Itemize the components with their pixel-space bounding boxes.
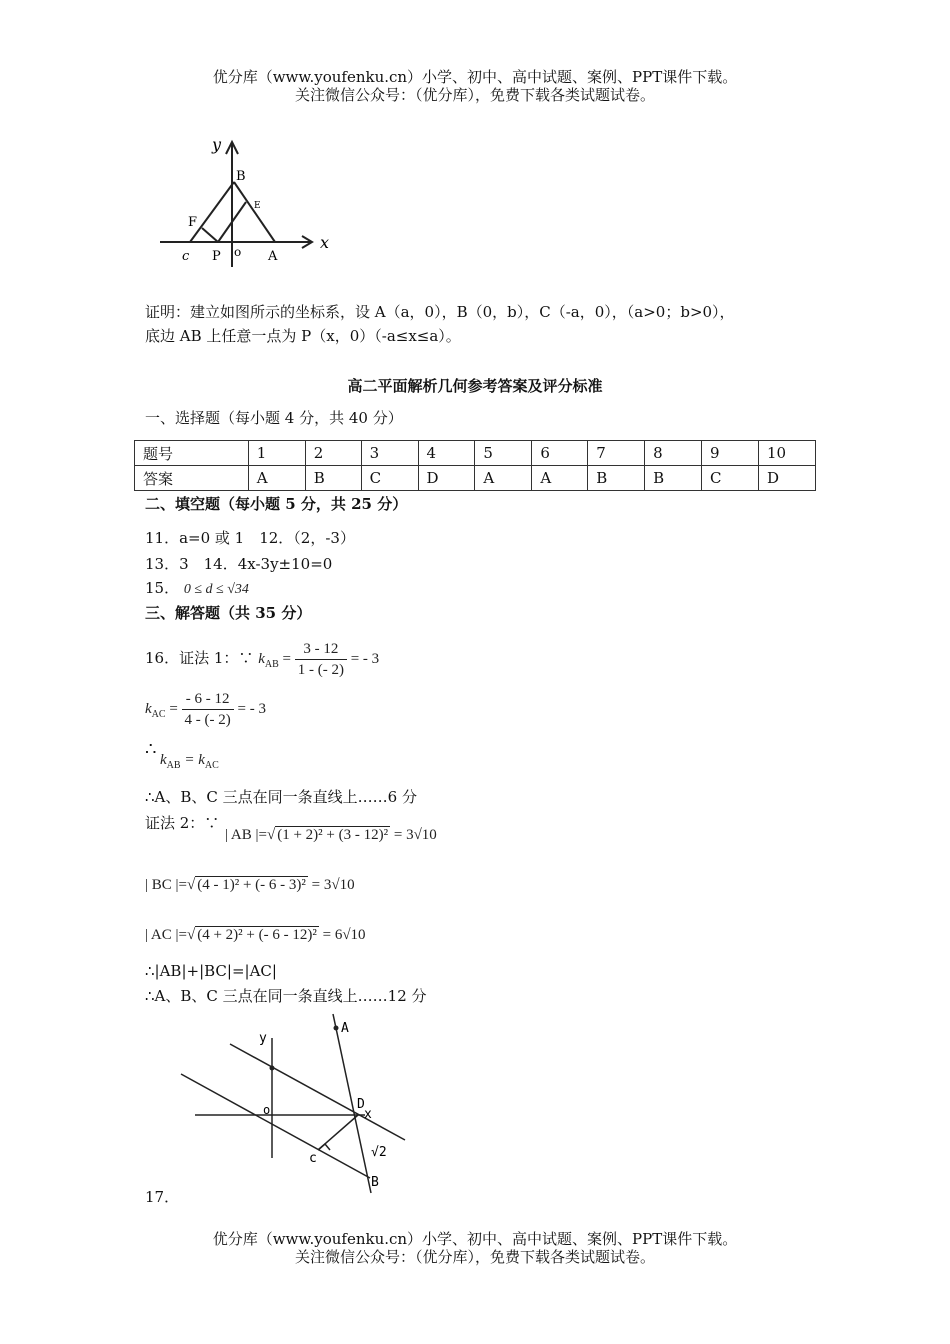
fig1-label-f: F [188,215,198,230]
table-cell-answer: C [702,466,759,491]
table-cell-answer: A [475,466,532,491]
table-cell-number: 5 [475,441,532,466]
table-header-label: 题号 [135,441,249,466]
answer-table [134,440,816,491]
table-row-numbers [135,441,816,466]
proof-line-2: 底边 AB 上任意一点为 P（x，0）（-a≤x≤a）。 [145,327,461,345]
fill-line-2: 13．3 14．4x-3y±10=0 [145,555,333,573]
point-on-y-axis [270,1066,275,1071]
parallel-line-lower [181,1074,370,1178]
perp-pf [202,228,218,242]
table-cell-number: 4 [418,441,475,466]
k-ac-expression: $k_{AC}$ = $\frac{- 6 - 12}{4 - (- 2)}$ = - 3 [145,691,266,729]
header-line-2: 关注微信公众号：（优分库），免费下载各类试题试卷。 [294,86,655,104]
table-cell-answer: B [305,466,361,491]
table-cell-number: 6 [532,441,588,466]
q16-method1-line [145,636,379,687]
point-a [334,1026,339,1031]
table-cell-number: 8 [645,441,702,466]
fig1-label-y: y [212,135,222,154]
table-cell-number: 3 [361,441,418,466]
part1-title: 一、选择题（每小题 4 分，共 40 分） [145,409,403,427]
fill-line-3 [145,578,249,600]
method2-label: 证法 2：∵ [145,814,220,832]
q15-label: 15． [145,579,180,597]
section-title: 高二平面解析几何参考答案及评分标准 [347,377,603,395]
conclusion-2: ∴A、B、C 三点在同一条直线上……12 分 [145,987,427,1005]
table-cell-number: 10 [758,441,815,466]
k-ab-denominator: 1 - (- 2) [297,662,344,679]
right-angle-mark [318,1144,330,1150]
part3-title: 三、解答题（共 35 分） [145,604,312,622]
fig1-label-o: o [234,245,242,259]
fig2-label-y: y [259,1031,267,1046]
q16-label: 16．证法 1：∵ [145,649,254,667]
ac-distance-expression: | AC |=√ (4 + 2)² + (- 6 - 12)² = 6√10 [145,927,366,943]
q15-expression: 0 ≤ d ≤ √34 [183,582,249,597]
table-cell-number: 7 [588,441,645,466]
therefore-symbol: ∴ [145,739,157,760]
table-answer-label: 答案 [135,466,249,491]
fig2-label-sqrt2: √2 [371,1145,387,1160]
k-ac-line [145,686,266,737]
table-cell-number: 1 [248,441,305,466]
parallel-line-upper [230,1044,405,1140]
k-equal-expression: $k_{AB} = k_{AC}$ [160,752,219,771]
figure-triangle-axes [150,132,350,272]
header-line-1: 优分库（www.youfenku.cn）小学、初中、高中试题、案例、PPT课件下载。 [212,68,738,86]
bc-distance-expression: | BC |=√ (4 - 1)² + (- 6 - 3)² = 3√10 [145,877,355,893]
table-cell-number: 2 [305,441,361,466]
side-cb [190,182,234,242]
k-ac-denominator: 4 - (- 2) [184,712,231,729]
q17-label: 17． [145,1188,180,1206]
table-cell-answer: A [248,466,305,491]
fig2-label-b: B [371,1175,379,1190]
table-row-answers [135,466,816,491]
k-ab-numerator: 3 - 12 [295,639,347,660]
fig2-label-d: D [357,1097,365,1112]
table-cell-answer: C [361,466,418,491]
footer-line-2: 关注微信公众号：（优分库），免费下载各类试题试卷。 [294,1248,655,1266]
k-ac-numerator: - 6 - 12 [182,689,234,710]
table-cell-answer: D [418,466,475,491]
footer-line-1: 优分库（www.youfenku.cn）小学、初中、高中试题、案例、PPT课件下载。 [212,1230,738,1248]
conclusion-1: ∴A、B、C 三点在同一条直线上……6 分 [145,788,417,806]
figure-lines-diagram [175,1008,415,1198]
fig1-label-e: E [254,201,261,211]
fig2-label-o: o [263,1103,271,1117]
fig1-label-b: B [236,169,246,184]
fig1-label-x: x [320,233,330,252]
proof-line-1: 证明：建立如图所示的坐标系，设 A（a，0），B（0，b），C（-a，0），（a>0；b>0）， [145,303,735,321]
fig2-label-c: c [309,1151,317,1166]
fill-line-1: 11．a=0 或 1 12．（2，-3） [145,529,355,547]
table-cell-number: 9 [702,441,759,466]
table-cell-answer: D [758,466,815,491]
fig2-label-a: A [341,1021,349,1036]
k-ab-expression: $k_{AB}$ = $\frac{3 - 12}{1 - (- 2)}$ = - 3 [258,641,380,679]
table-cell-answer: B [588,466,645,491]
k-ac-result: = - 3 [237,701,266,717]
fig2-label-x: x [364,1107,372,1122]
sum-line: ∴|AB|+|BC|=|AC| [145,962,277,980]
fig1-label-a: A [268,249,278,264]
ab-distance-expression: | AB |=√ (1 + 2)² + (3 - 12)² = 3√10 [225,827,437,843]
k-ab-result: = - 3 [350,651,380,667]
fig1-label-c: c [182,249,190,264]
fig1-label-p: P [212,249,221,264]
table-cell-answer: A [532,466,588,491]
table-cell-answer: B [645,466,702,491]
part2-title: 二、填空题（每小题 5 分，共 25 分） [145,495,408,513]
